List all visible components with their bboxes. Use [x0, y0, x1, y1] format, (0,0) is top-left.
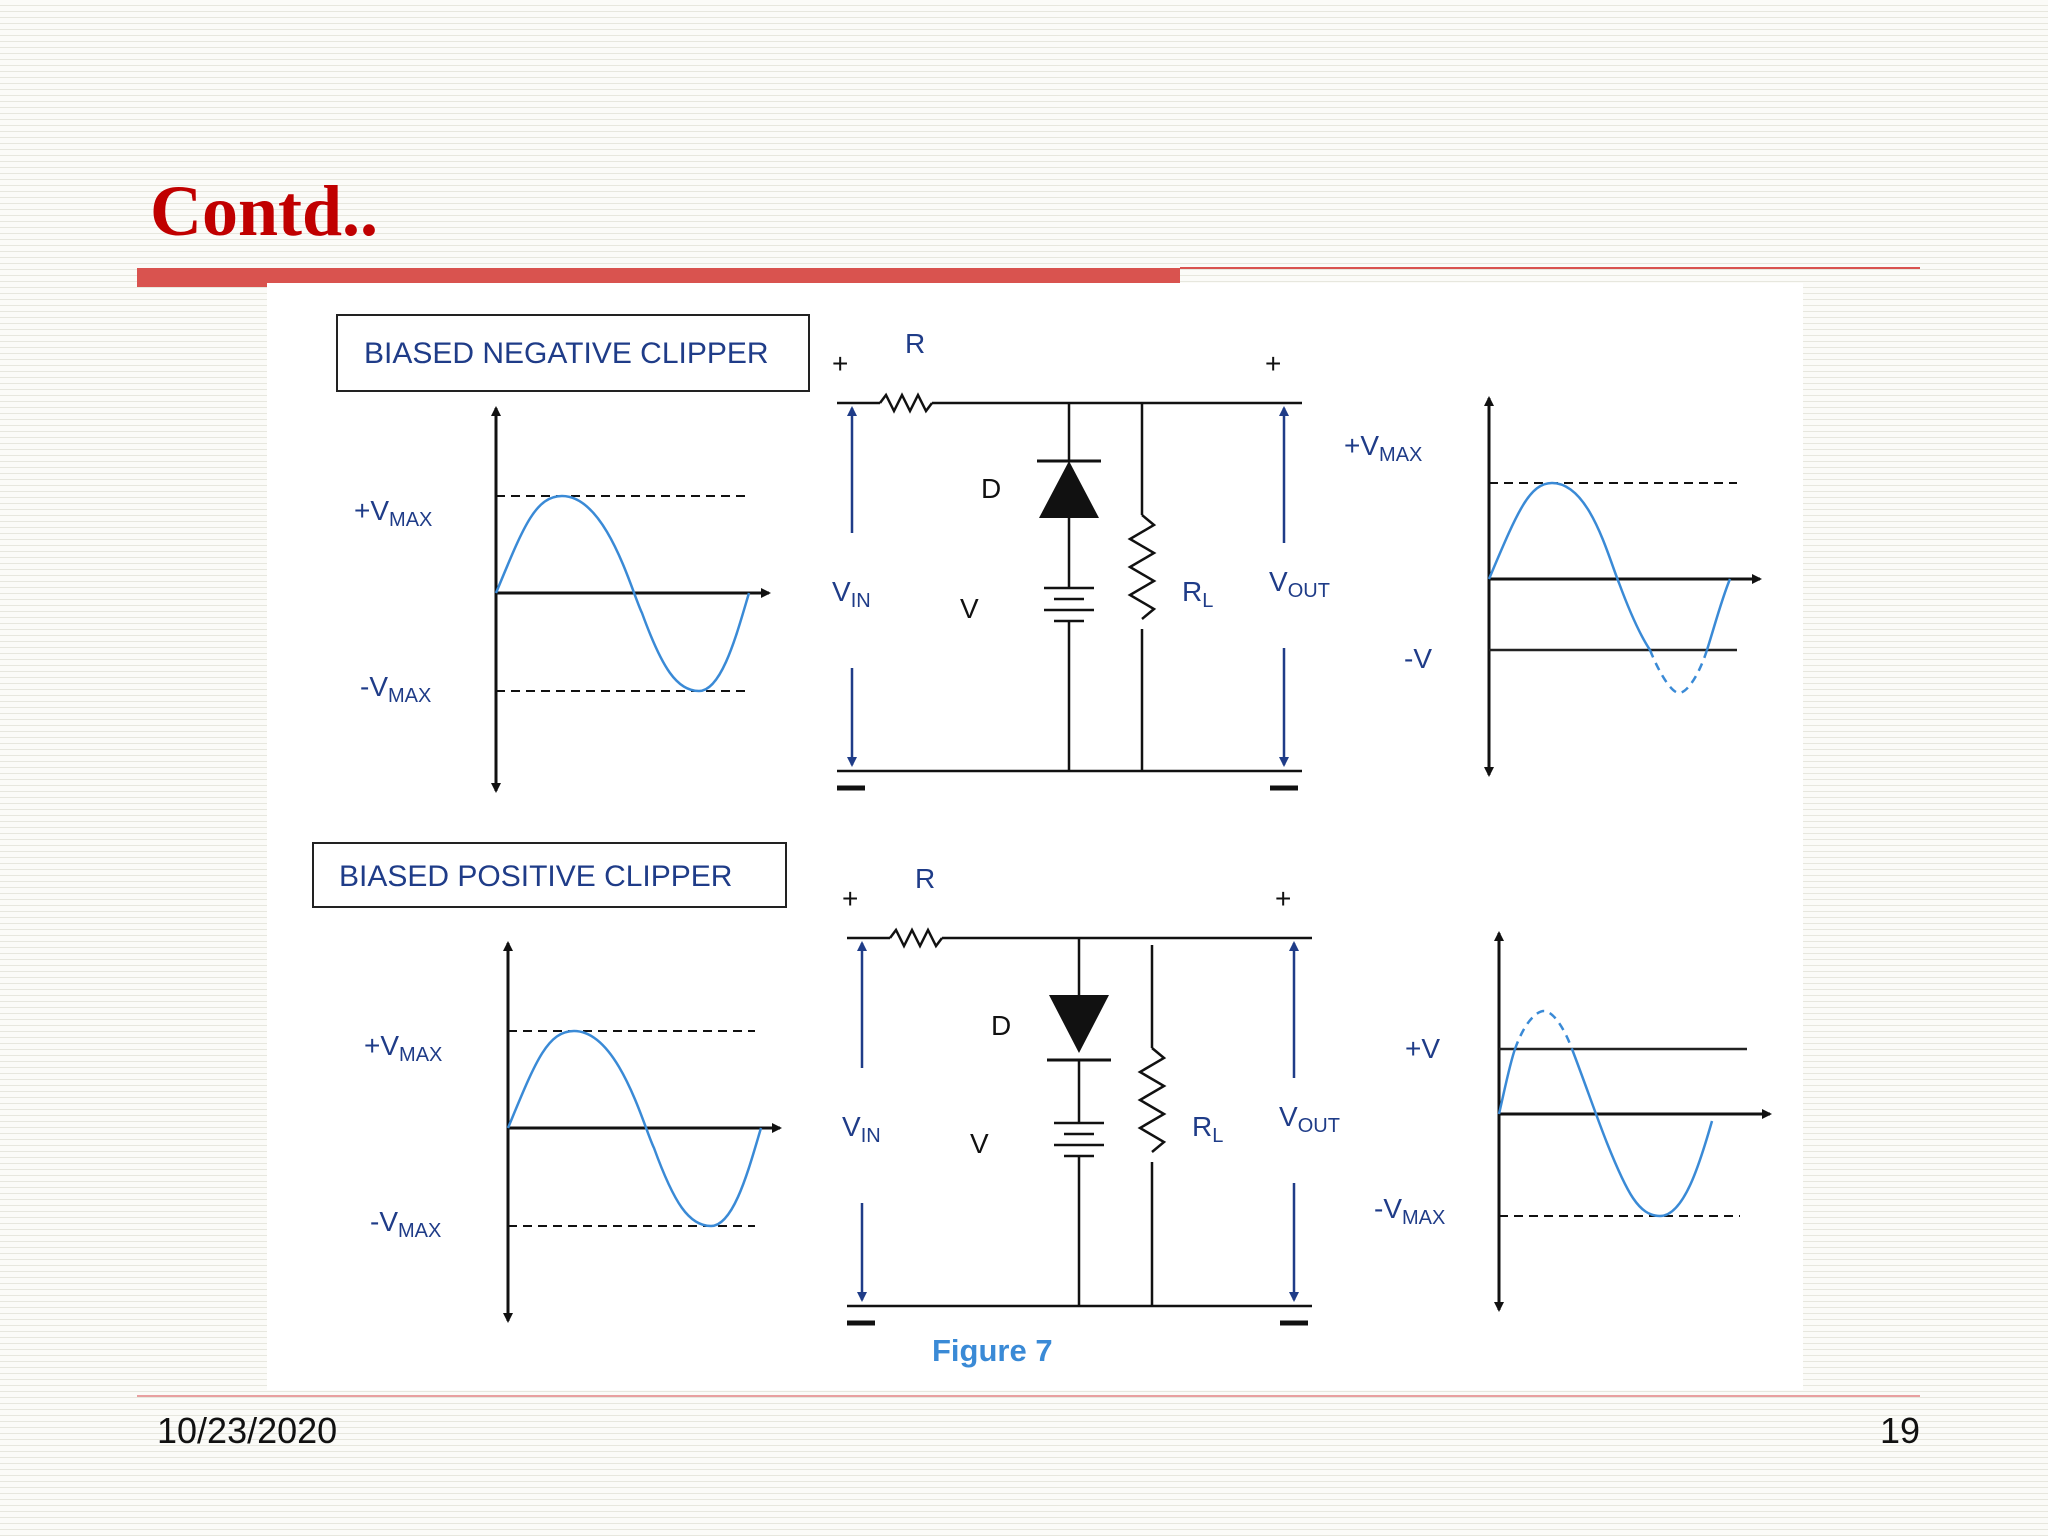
- battery-icon: [1044, 588, 1094, 621]
- positive-clipper-title: BIASED POSITIVE CLIPPER: [339, 860, 733, 893]
- title-underline-thin: [1180, 267, 1920, 269]
- svg-text:V: V: [970, 1128, 989, 1159]
- slide-title: Contd..: [150, 171, 379, 251]
- svg-text:+VMAX: $+V_{MAX}$: [354, 495, 433, 531]
- positive-clipper: [313, 843, 1770, 1323]
- svg-text:+VMAX: $+V_{MAX}$: [364, 1030, 443, 1066]
- svg-text:R: R: [905, 328, 926, 359]
- battery-icon: [1054, 1123, 1104, 1156]
- positive-clipper-circuit: [842, 863, 1340, 1323]
- svg-text:VIN: $V_{IN}$: [842, 1111, 881, 1147]
- negative-clipper-circuit: [832, 328, 1330, 788]
- slide-date: 10/23/2020: [157, 1410, 338, 1451]
- diode-icon: [1049, 995, 1109, 1053]
- positive-output-waveform: [1374, 933, 1770, 1310]
- svg-text:+VMAX: $+V_{MAX}$: [1344, 430, 1423, 466]
- positive-input-waveform: [364, 943, 780, 1321]
- svg-text:-VMAX: $-V_{MAX}$: [1374, 1193, 1446, 1229]
- figure-caption: Figure 7: [932, 1333, 1053, 1368]
- svg-text:+: +: [1265, 348, 1282, 379]
- load-resistor-icon: [1130, 515, 1154, 619]
- negative-clipper-title: BIASED NEGATIVE CLIPPER: [364, 337, 769, 370]
- svg-text:V: V: [960, 593, 979, 624]
- svg-text:RL: $R_L$: [1192, 1111, 1224, 1147]
- negative-clipper: [337, 315, 1760, 791]
- svg-text:R: R: [915, 863, 936, 894]
- svg-text:-V: -V: [1404, 643, 1432, 674]
- footer-rule: [137, 1395, 1920, 1397]
- negative-input-waveform: [354, 408, 769, 791]
- svg-text:-VMAX: $-V_{MAX}$: [360, 671, 432, 707]
- svg-text:VOUT: $V_{OUT}$: [1279, 1101, 1340, 1137]
- negative-output-sine: [1489, 483, 1650, 650]
- svg-text:+V: +V: [1405, 1033, 1441, 1064]
- svg-text:VOUT: $V_{OUT}$: [1269, 566, 1330, 602]
- svg-text:+: +: [842, 883, 859, 914]
- positive-output-sine: [1572, 1049, 1712, 1216]
- svg-text:+: +: [1275, 883, 1292, 914]
- negative-output-waveform: [1344, 398, 1760, 775]
- svg-text:RL: $R_L$: [1182, 576, 1214, 612]
- svg-text:D: D: [981, 473, 1002, 504]
- clipper-figure: [267, 283, 1803, 1390]
- svg-text:-VMAX: $-V_{MAX}$: [370, 1206, 442, 1242]
- svg-text:D: D: [991, 1010, 1012, 1041]
- series-resistor-icon: [880, 395, 932, 411]
- slide-page-number: 19: [1879, 1410, 1920, 1451]
- svg-text:VIN: $V_{IN}$: [832, 576, 871, 612]
- svg-text:+: +: [832, 348, 849, 379]
